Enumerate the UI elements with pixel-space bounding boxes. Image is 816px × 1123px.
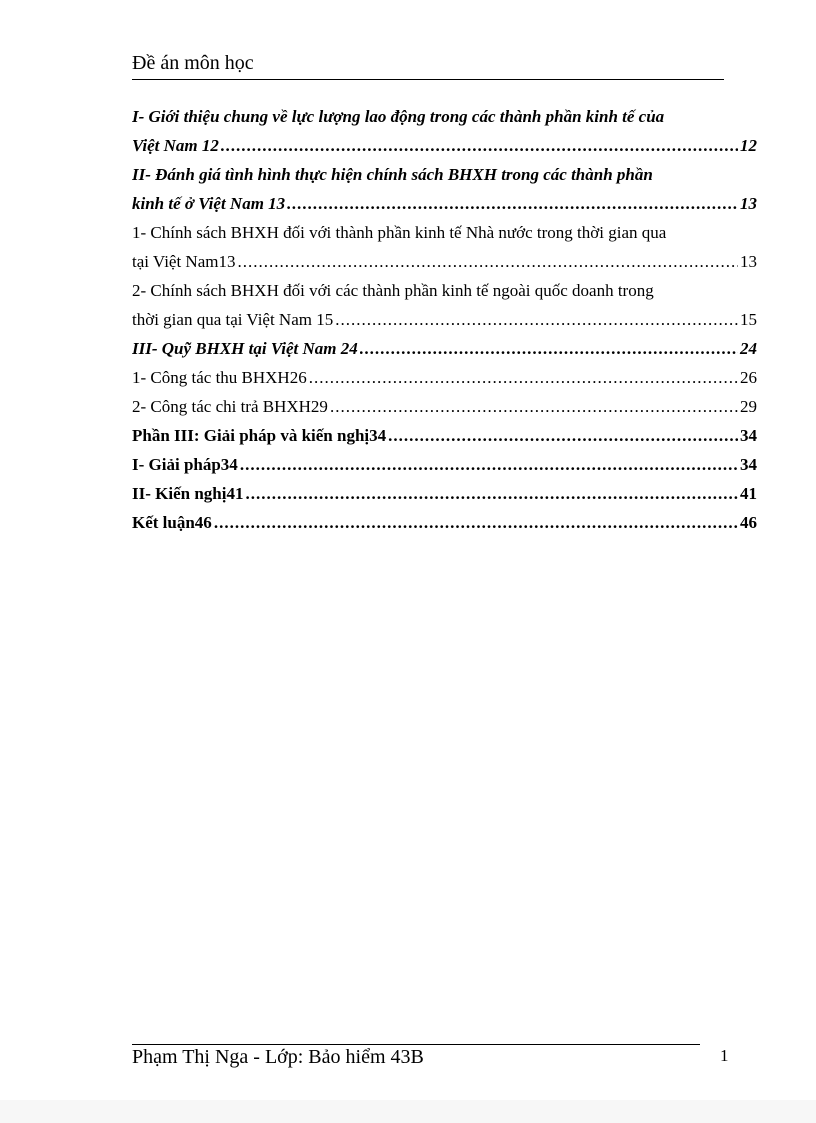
- toc-entry-text: thời gian qua tại Việt Nam 15: [132, 310, 334, 329]
- toc-entry-2[interactable]: [132, 160, 757, 218]
- dot-leader: [330, 392, 738, 421]
- toc-entry-text: II- Đánh giá tình hình thực hiện chính sách BHXH trong các thành phần: [132, 165, 653, 184]
- toc-entry-6[interactable]: [132, 363, 757, 392]
- toc-page-number: 46: [740, 513, 757, 532]
- toc-entry-text: II- Kiến nghị41: [132, 484, 244, 503]
- page-footer: Phạm Thị Nga - Lớp: Bảo hiểm 43B: [132, 1046, 424, 1068]
- dot-leader: [309, 363, 738, 392]
- dot-leader: [360, 334, 738, 363]
- dot-leader: [240, 450, 738, 479]
- toc-page-number: 13: [740, 194, 757, 213]
- toc-page-number: 29: [740, 397, 757, 416]
- toc-entry-text: 1- Công tác thu BHXH26: [132, 368, 307, 387]
- toc-entry-text: 1- Chính sách BHXH đối với thành phần kinh tế Nhà nước trong thời gian qua: [132, 223, 667, 242]
- toc-entry-11[interactable]: [132, 508, 757, 537]
- toc-page-number: 26: [740, 368, 757, 387]
- toc-page-number: 41: [740, 484, 757, 503]
- page-number: 1: [720, 1046, 729, 1065]
- toc-entry-8[interactable]: [132, 421, 757, 450]
- toc-entry-text: Kết luận46: [132, 513, 212, 532]
- toc-entry-7[interactable]: [132, 392, 757, 421]
- dot-leader: [214, 508, 738, 537]
- dot-leader: [237, 247, 738, 276]
- toc-entry-text: III- Quỹ BHXH tại Việt Nam 24: [132, 339, 358, 358]
- toc-entry-text: tại Việt Nam13: [132, 252, 236, 271]
- dot-leader: [245, 479, 738, 508]
- toc-entry-text: kinh tế ở Việt Nam 13: [132, 194, 286, 213]
- toc-page-number: 34: [740, 455, 757, 474]
- toc-entry-text: 2- Chính sách BHXH đối với các thành phần kinh tế ngoài quốc doanh trong: [132, 281, 654, 300]
- toc-entry-10[interactable]: [132, 479, 757, 508]
- toc-entry-1[interactable]: [132, 102, 757, 160]
- toc-entry-text: I- Giải pháp34: [132, 455, 238, 474]
- page-header: Đề án môn học: [132, 52, 724, 80]
- toc-entry-9[interactable]: [132, 450, 757, 479]
- toc-entry-3[interactable]: [132, 218, 757, 276]
- dot-leader: [221, 131, 738, 160]
- toc-page-number: 24: [740, 339, 757, 358]
- toc-entry-text: Việt Nam 12: [132, 136, 219, 155]
- toc-entry-text: I- Giới thiệu chung về lực lượng lao động trong các thành phần kinh tế của: [132, 107, 665, 126]
- dot-leader: [287, 189, 738, 218]
- table-of-contents: [132, 102, 757, 537]
- dot-leader: [335, 305, 738, 334]
- toc-entry-text: Phần III: Giải pháp và kiến nghị34: [132, 426, 387, 445]
- toc-page-number: 15: [740, 310, 757, 329]
- toc-entry-4[interactable]: [132, 276, 757, 334]
- toc-page-number: 34: [740, 426, 757, 445]
- toc-entry-text: 2- Công tác chi trả BHXH29: [132, 397, 328, 416]
- footer-divider: [132, 1044, 700, 1045]
- toc-page-number: 13: [740, 252, 757, 271]
- dot-leader: [388, 421, 738, 450]
- toc-page-number: 12: [740, 136, 757, 155]
- toc-entry-5[interactable]: [132, 334, 757, 363]
